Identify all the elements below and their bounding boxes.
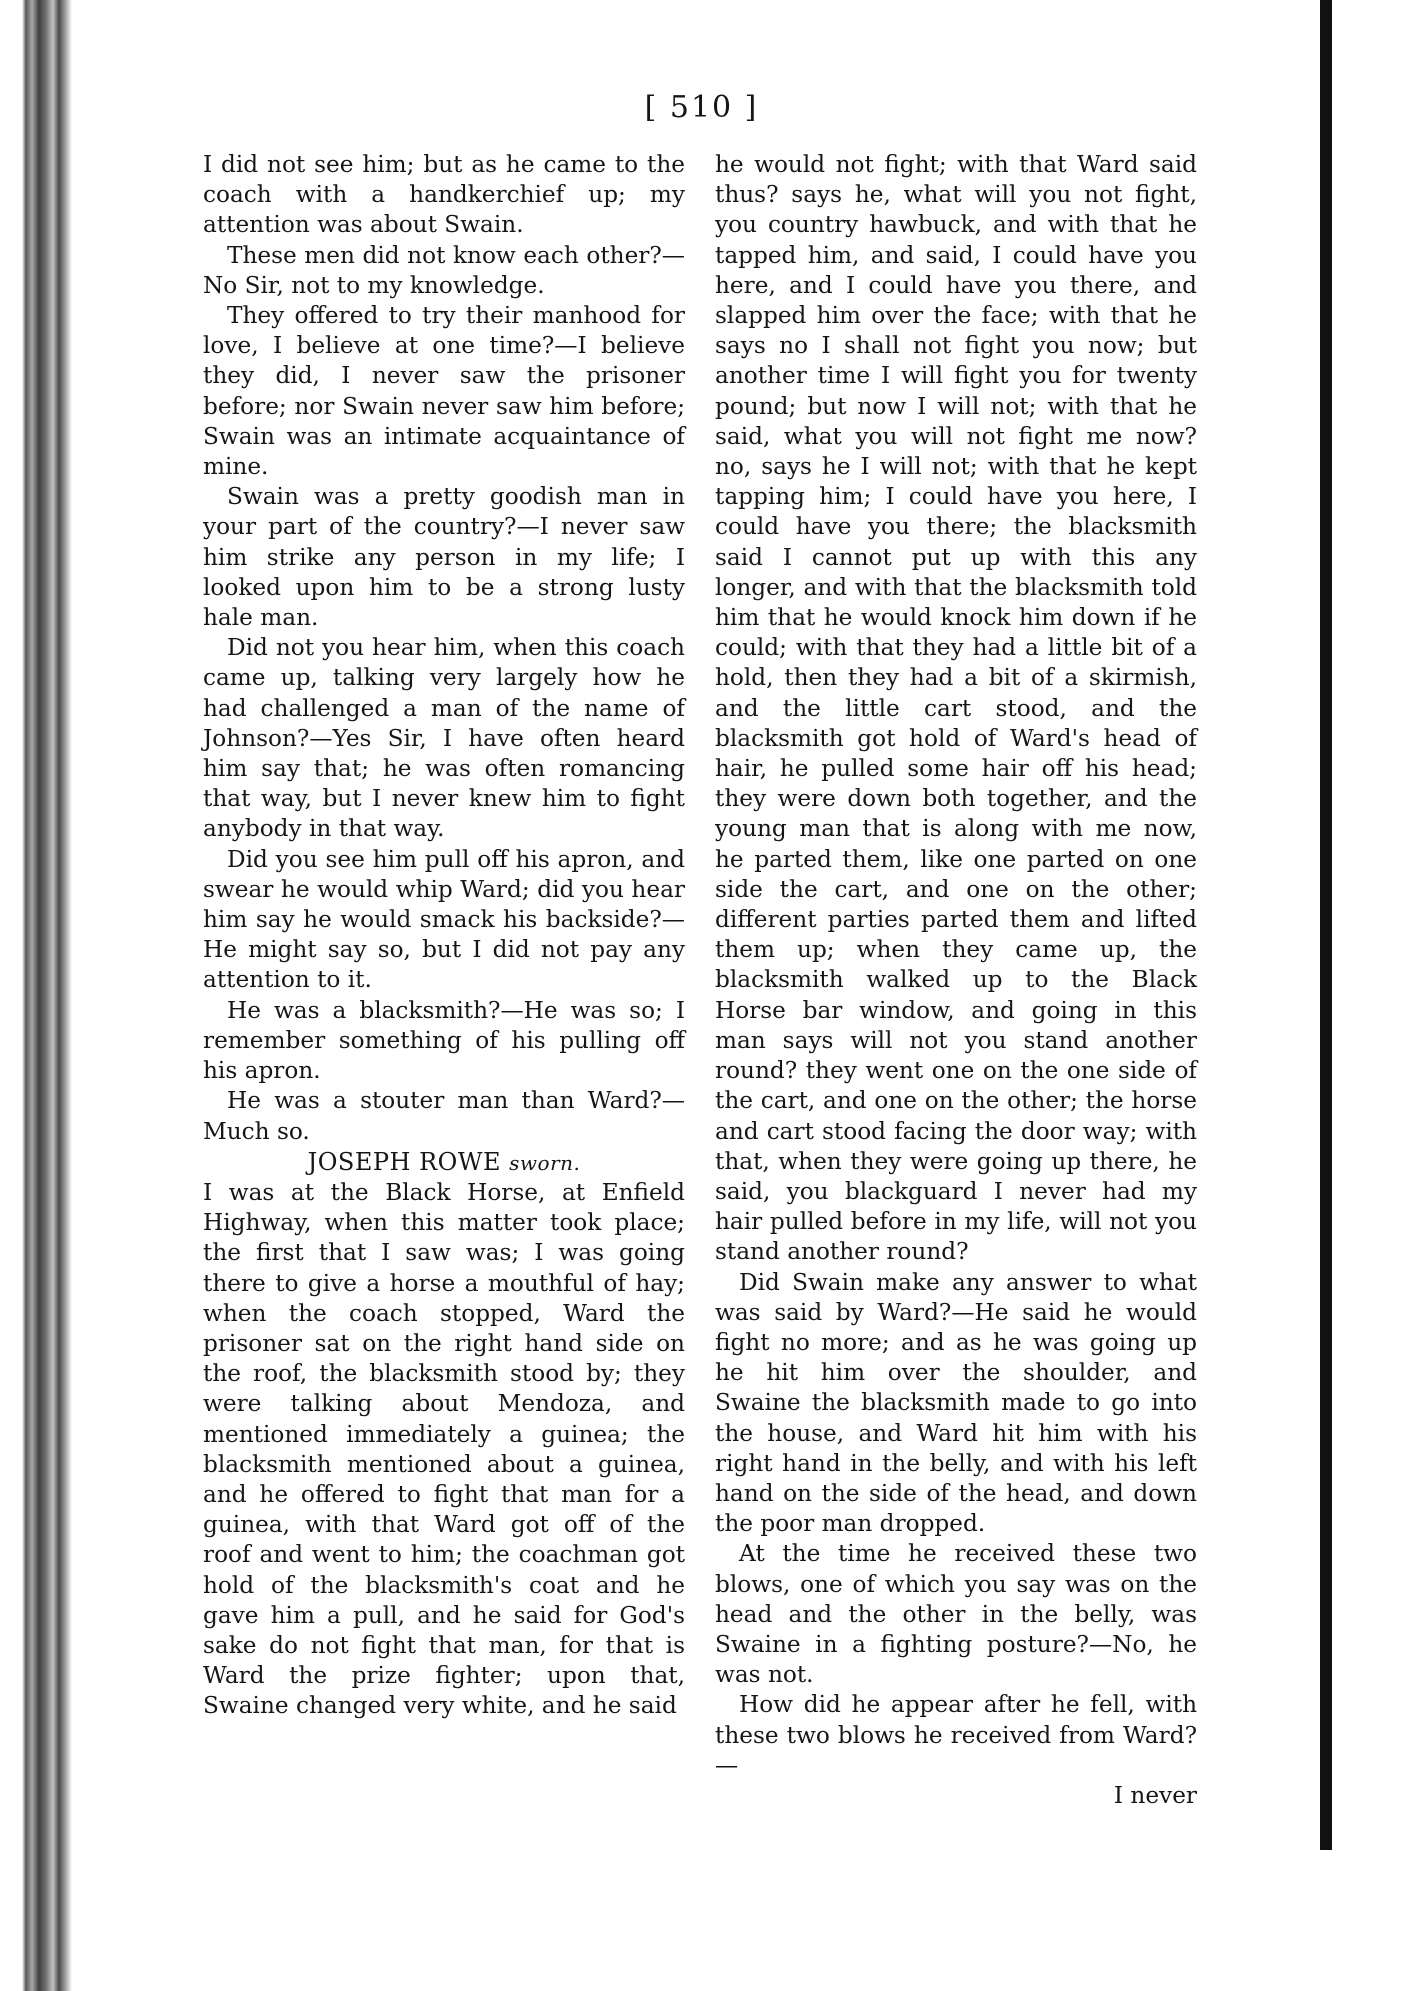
page-shadow-edge xyxy=(1320,0,1332,1850)
left-column xyxy=(203,150,685,1722)
paragraph: Did you see him pull off his apron, and swear he would whip Ward; did you hear him say he would smack his backside?—He might say so, but I did not pay any attention to it. xyxy=(203,845,685,994)
paragraph: He was a blacksmith?—He was so; I remember something of his pulling off his apron. xyxy=(203,996,685,1085)
page-number: [ 510 ] xyxy=(644,90,759,125)
paragraph: Did Swain make any answer to what was said by Ward?—He said he would fight no more; and as he was going up he hit him over the shoulder, and Swaine the blacksmith made to go into the house, and Ward hit him with his right hand in the belly, and with his left hand on the side of the head, and down the poor man dropped. xyxy=(715,1268,1197,1538)
paragraph: I did not see him; but as he came to the coach with a handkerchief up; my attention was about Swain. xyxy=(203,151,685,239)
witness-heading xyxy=(203,1147,685,1178)
witness-status: sworn. xyxy=(509,1150,581,1175)
catchword: I never xyxy=(1113,1781,1197,1809)
paragraph: These men did not know each other?—No Sir, not to my knowledge. xyxy=(203,241,685,299)
paragraph: They offered to try their manhood for love, I believe at one time?—I believe they did, I never saw the prisoner before; nor Swain never saw him before; Swain was an intimate acquaintance of mine. xyxy=(203,302,685,481)
page-binding-edge xyxy=(22,0,72,1991)
paragraph: I was at the Black Horse, at Enfield Highway, when this matter took place; the first that I saw was; I was going there to give a horse a mouthful of hay; when the coach stopped, Ward the prisoner sat on the right hand side on the roof, the blacksmith stood by; they were talking about Mendoza, and mentioned immediately a guinea; the blacksmith mentioned about a guinea, and he offered to fight that man for a guinea, with that Ward got off of the roof and went to him; the coachman got hold of the blacksmith's coat and he gave him a pull, and he said for God's sake do not fight that man, for that is Ward the prize fighter; upon that, Swaine changed very white, and he said xyxy=(203,1178,685,1720)
paragraph: He was a stouter man than Ward?—Much so. xyxy=(203,1087,685,1145)
paragraph: How did he appear after he fell, with these two blows he received from Ward?— xyxy=(715,1691,1197,1779)
paragraph: Did not you hear him, when this coach came up, talking very largely how he had challenged a man of the name of Johnson?—Yes Sir, I have often heard him say that; he was often romancing that way, but I never knew him to fight anybody in that way. xyxy=(203,634,685,843)
paragraph: he would not fight; with that Ward said thus? says he, what will you not fight, you country hawbuck, and with that he tapped him, and said, I could have you here, and I could have you there, and slapped him over the face; with that he says no I shall not fight you now; but another time I will fight you for twenty pound; but now I will not; with that he said, what you will not fight me now? no, says he I will not; with that he kept tapping him; I could have you here, I could have you there; the blacksmith said I cannot put up with this any longer, and with that the blacksmith told him that he would knock him down if he could; with that they had a little bit of a hold, then they had a bit of a skirmish, and the little cart stood, and the blacksmith got hold of Ward's head of hair, he pulled some hair off his head; they were down both together, and the young man that is along with me now, he parted them, like one parted on one side the cart, and one on the other; different parties parted them and lifted them up; when they came up, the blacksmith walked up to the Black Horse bar window, and going in this man says will not you stand another round? they went one on the one side of the cart, and one on the other; the horse and cart stood facing the door way; with that, when they were going up there, he said, you blackguard I never had my hair pulled before in my life, will not you stand another round? xyxy=(715,151,1197,1266)
witness-name: JOSEPH ROWE xyxy=(307,1147,502,1176)
paragraph: At the time he received these two blows, one of which you say was on the head and the other in the belly, was Swaine in a fighting posture?—No, he was not. xyxy=(715,1540,1197,1689)
paragraph: Swain was a pretty goodish man in your part of the country?—I never saw him strike any person in my life; I looked upon him to be a strong lusty hale man. xyxy=(203,483,685,632)
right-column xyxy=(715,150,1197,1811)
